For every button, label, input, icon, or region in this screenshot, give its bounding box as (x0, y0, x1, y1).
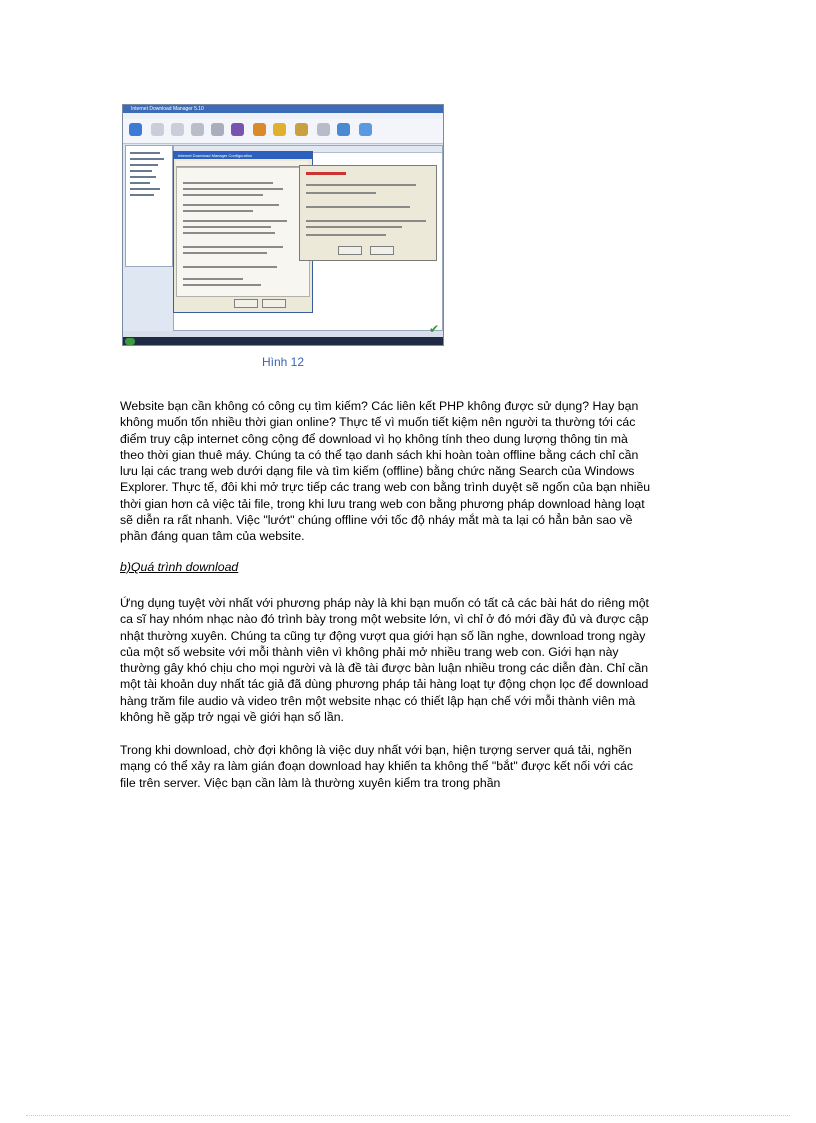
stop-icon (171, 123, 184, 136)
resume-icon (151, 123, 164, 136)
special-keys-heading (306, 172, 346, 175)
figure-window-title: Internet Download Manager 5.10 (131, 106, 204, 112)
delete-icon (211, 123, 224, 136)
text-line: không muốn tốn nhiều thời gian online? Thực tế vì muốn tiết kiệm nên người ta thường tới các (120, 415, 636, 430)
paragraph-1 (120, 398, 700, 545)
config-dialog-title: Internet Download Manager Configuration (178, 153, 253, 158)
text-line: không hề gặp trở ngại về giới hạn số lần. (120, 710, 344, 725)
figure-taskbar (123, 337, 443, 346)
setting-line (183, 232, 275, 234)
config-dialog-titlebar (174, 152, 312, 159)
options-icon (231, 123, 244, 136)
start-queue-icon (273, 123, 286, 136)
paragraph-2 (120, 595, 700, 725)
stop-queue-icon (295, 123, 308, 136)
grabber-icon (317, 123, 330, 136)
setting-line (183, 182, 273, 184)
config-ok-button (234, 299, 258, 308)
text-line: Explorer. Thực tế, đôi khi mở trực tiếp các trang web con bằng trình duyệt sẽ ngốn của bạn nhiều (120, 480, 651, 495)
check-icon: ✔ (429, 322, 440, 336)
setting-line (306, 234, 386, 236)
setting-line (183, 246, 283, 248)
setting-line (183, 226, 271, 228)
setting-line (183, 266, 277, 268)
section-heading-b: b)Quá trình download (120, 560, 239, 574)
page-bottom-rule (26, 1115, 790, 1116)
setting-line (183, 284, 261, 286)
setting-line (183, 252, 267, 254)
text-line: nhật thường xuyên. Chúng ta cũng tự động vượt qua giới hạn số lần nghe, download trong ngày (120, 628, 646, 643)
figure-caption: Hình 12 (262, 355, 305, 369)
add-url-icon (129, 123, 142, 136)
tree-line (130, 164, 158, 166)
setting-line (183, 188, 283, 190)
text-line: thường gây khó chịu cho mọi người và là đề tài được bàn luận nhiều trong các diễn đàn. Chỉ cần (120, 661, 649, 676)
text-line: một tài khoản duy nhất tác giả đã dùng phương pháp tải hàng loạt tự động chọn lọc để download (120, 677, 649, 692)
text-line: file trên server. Việc bạn cần làm là thường xuyên kiểm tra trong phần (120, 775, 501, 790)
setting-line (306, 192, 376, 194)
config-cancel-button (262, 299, 286, 308)
text-line: điểm truy cập internet công cộng để download vì họ không tính theo dung lượng thông tin mà (120, 431, 628, 446)
stop-all-icon (191, 123, 204, 136)
figure-special-keys-dialog (299, 165, 437, 261)
figure-toolbar (123, 119, 443, 144)
text-line: ca sĩ hay nhóm nhạc nào đó trình bày trong một website lớn, vì chỉ ở đó mới đầy đủ và được cập (120, 612, 649, 627)
tree-line (130, 152, 160, 154)
text-line: hàng trăm file audio và video trên một website nhạc có thiết lập hạn chế với mỗi thành viên mà (120, 693, 636, 708)
setting-line (183, 194, 263, 196)
setting-line (306, 226, 402, 228)
idm-screenshot-figure (122, 104, 444, 346)
text-line: lưu lại các trang web dưới dạng file và tìm kiếm (offline) bằng chức năng Search của Windows (120, 464, 635, 479)
tree-line (130, 170, 152, 172)
tree-line (130, 194, 154, 196)
figure-window-titlebar (123, 105, 443, 113)
scheduler-icon (253, 123, 266, 136)
text-line: theo thời gian thuê máy. Chúng ta có thể tạo danh sách khi hoàn toàn offline bằng cách chỉ cần (120, 447, 639, 462)
setting-line (183, 220, 287, 222)
text-line: của một số website với mỗi thành viên vì không phải mở nhiều trang web con. Giới hạn này (120, 644, 619, 659)
figure-config-dialog (173, 151, 313, 313)
setting-line (183, 204, 279, 206)
text-line: thời gian hơn cả việc tải file, trong khi lưu trang web con bằng phương pháp download hàng loạt (120, 496, 645, 511)
text-line: Website bạn cần không có công cụ tìm kiếm? Các liên kết PHP không được sử dụng? Hay bạn (120, 399, 639, 413)
start-button-icon (125, 338, 135, 345)
setting-line (183, 210, 253, 212)
setting-line (306, 184, 416, 186)
text-line: Ứng dụng tuyệt vời nhất với phương pháp này là khi bạn muốn có tất cả các bài hát do riêng một (120, 596, 649, 610)
tree-line (130, 188, 160, 190)
figure-category-tree (125, 145, 173, 267)
setting-line (183, 278, 243, 280)
text-line: Trong khi download, chờ đợi không là việc duy nhất với bạn, hiện tượng server quá tải, nghẽn (120, 743, 632, 757)
special-keys-cancel-button (370, 246, 394, 255)
text-line: mạng có thể xảy ra làm gián đoạn download hay khiến ta không thể "bắt" được kết nối với các (120, 759, 633, 774)
tree-line (130, 158, 164, 160)
setting-line (306, 206, 410, 208)
tree-line (130, 176, 156, 178)
special-keys-ok-button (338, 246, 362, 255)
setting-line (306, 220, 426, 222)
tell-friend-icon (337, 123, 350, 136)
text-line: phần đáng quan tâm của website. (120, 529, 305, 544)
paragraph-3 (120, 742, 700, 791)
help-icon (359, 123, 372, 136)
text-line: sẽ diễn ra rất nhanh. Việc "lướt" chúng offline với tốc độ nháy mắt mà ta lại có hẳn bản sao về (120, 513, 633, 528)
config-dialog-panel (176, 167, 310, 297)
tree-line (130, 182, 150, 184)
